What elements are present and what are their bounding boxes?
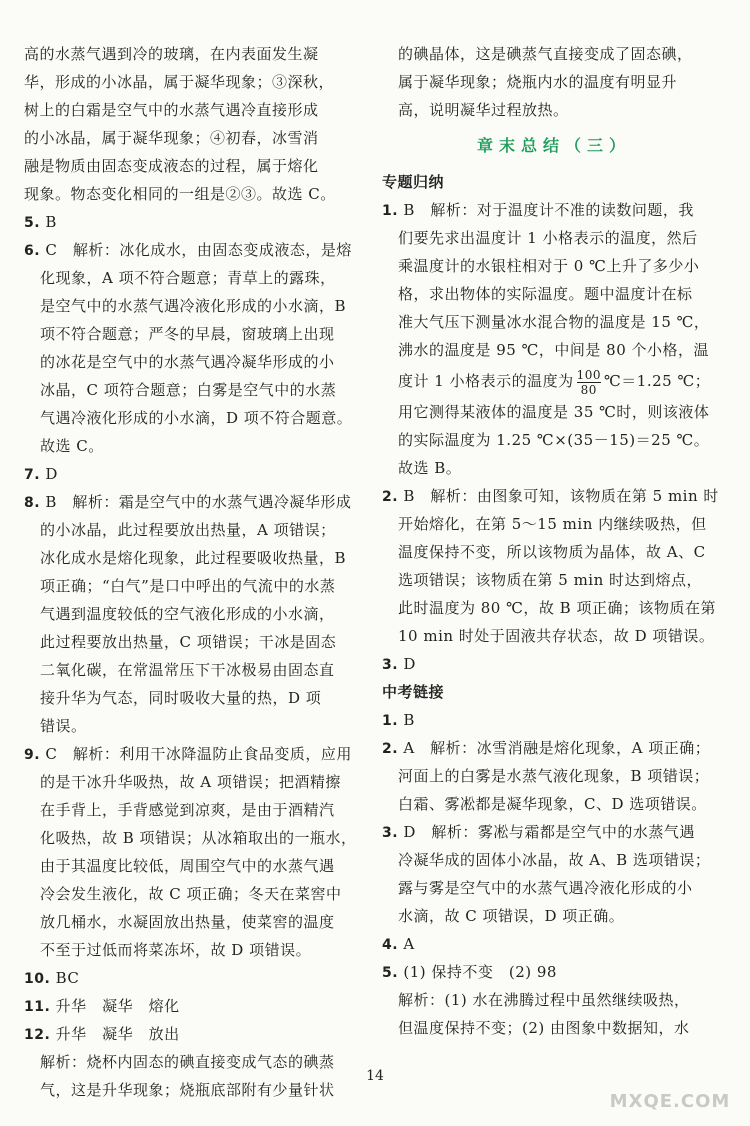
text-line: 气遇冷液化形成的小水滴，D 项不符合题意。 — [40, 409, 353, 427]
text-line: 们要先求出温度计 1 小格表示的温度，然后 — [398, 229, 698, 247]
answer-text: 升华 凝华 放出 — [55, 1025, 180, 1043]
answer-6 — [24, 236, 366, 264]
exam-answer-3 — [382, 818, 726, 846]
section-heading: 专题归纳 — [382, 173, 445, 191]
text-line: 此过程要放出热量，C 项错误；干冰是固态 — [40, 633, 337, 651]
answer-text: 升华 凝华 熔化 — [55, 997, 180, 1015]
question-number: 4. — [382, 937, 399, 953]
chapter-title: 章末总结（三） — [476, 136, 631, 155]
fraction-suffix: ℃＝1.25 ℃； — [604, 372, 711, 390]
fraction — [577, 368, 601, 397]
text-line: 水滴，故 C 项错误，D 项正确。 — [398, 907, 625, 925]
answer-text: B — [403, 711, 415, 729]
answer-9 — [24, 740, 366, 768]
text-line: 此时温度为 80 ℃，故 B 项正确；该物质在第 — [398, 599, 716, 617]
text-line: 解析：烧杯内固态的碘直接变成气态的碘蒸 — [40, 1053, 335, 1071]
text-line: 的小冰晶，此过程要放出热量，A 项错误； — [40, 521, 336, 539]
text-line: 高的水蒸气遇到冷的玻璃，在内表面发生凝 — [24, 45, 319, 63]
text-line: 乘温度计的水银柱相对于 0 ℃上升了多少小 — [398, 257, 700, 275]
text-line: 温度保持不变，所以该物质为晶体，故 A、C — [398, 543, 706, 561]
summary-answer-2 — [382, 482, 726, 510]
question-number: 12. — [24, 1027, 51, 1043]
answer-text: B 解析：由图象可知，该物质在第 5 min 时 — [403, 487, 719, 505]
text-line: 河面上的白雾是水蒸气液化现象，B 项错误； — [398, 767, 710, 785]
question-number: 6. — [24, 243, 41, 259]
text-line: 融是物质由固态变成液态的过程，属于熔化 — [24, 157, 319, 175]
text-line: 接升华为气态，同时吸收大量的热，D 项 — [40, 689, 322, 707]
answer-text: C 解析：利用干冰降温防止食品变质，应用 — [45, 745, 352, 763]
answer-7 — [24, 460, 366, 488]
exam-answer-4 — [382, 930, 726, 958]
question-number: 3. — [382, 825, 399, 841]
text-line: 冷会发生液化，故 C 项正确；冬天在菜窖中 — [40, 885, 342, 903]
exam-answer-1 — [382, 706, 726, 734]
question-number: 5. — [382, 965, 399, 981]
text-line: 10 min 时处于固液共存状态，故 D 项错误。 — [398, 627, 715, 645]
answer-text: D 解析：雾凇与霜都是空气中的水蒸气遇 — [403, 823, 695, 841]
answer-text: A 解析：冰雪消融是熔化现象，A 项正确； — [403, 739, 711, 757]
text-line: 二氧化碳，在常温常压下干冰极易由固态直 — [40, 661, 335, 679]
question-number: 9. — [24, 747, 41, 763]
text-line: 准大气压下测量冰水混合物的温度是 15 ℃， — [398, 313, 710, 331]
text-line: 不至于过低而将菜冻坏，故 D 项错误。 — [40, 941, 312, 959]
right-column — [382, 40, 726, 1042]
answer-text: BC — [55, 969, 80, 987]
answer-text: D — [403, 655, 416, 673]
text-line: 冷凝华成的固体小冰晶，故 A、B 选项错误； — [398, 851, 711, 869]
text-line: 冰晶，C 项符合题意；白雾是空气中的水蒸 — [40, 381, 337, 399]
answer-text: (1) 保持不变 (2) 98 — [403, 963, 557, 981]
question-number: 1. — [382, 713, 399, 729]
text-line: 气，这是升华现象；烧瓶底部附有少量针状 — [40, 1081, 335, 1099]
text-line: 的碘晶体，这是碘蒸气直接变成了固态碘， — [398, 45, 693, 63]
summary-answer-3 — [382, 650, 726, 678]
text-line: 的冰花是空气中的水蒸气遇冷凝华形成的小 — [40, 353, 335, 371]
question-number: 11. — [24, 999, 51, 1015]
text-line: 树上的白霜是空气中的水蒸气遇冷直接形成 — [24, 101, 319, 119]
answer-text: C 解析：冰化成水，由固态变成液态，是熔 — [45, 241, 352, 259]
text-line: 化吸热，故 B 项错误；从冰箱取出的一瓶水， — [40, 829, 357, 847]
text-line: 冰化成水是熔化现象，此过程要吸收热量，B — [40, 549, 347, 567]
text-line: 放几桶水，水凝固放出热量，使菜窖的温度 — [40, 913, 335, 931]
answer-11 — [24, 992, 366, 1020]
text-line: 错误。 — [40, 717, 87, 735]
text-line: 化现象，A 项不符合题意；青草上的露珠， — [40, 269, 336, 287]
exam-answer-2 — [382, 734, 726, 762]
text-line: 华，形成的小冰晶，属于凝华现象；③深秋， — [24, 73, 335, 91]
question-number: 2. — [382, 489, 399, 505]
question-number: 2. — [382, 741, 399, 757]
answer-12 — [24, 1020, 366, 1048]
text-line: 的是干冰升华吸热，故 A 项错误；把酒精擦 — [40, 773, 341, 791]
left-column — [24, 40, 366, 1104]
text-line: 由于其温度比较低，周围空气中的水蒸气遇 — [40, 857, 335, 875]
answer-text: B — [45, 213, 57, 231]
question-number: 8. — [24, 495, 41, 511]
text-line: 沸水的温度是 95 ℃，中间是 80 个小格，温 — [398, 341, 710, 359]
answer-text: A — [403, 935, 415, 953]
text-line: 但温度保持不变；(2) 由图象中数据知，水 — [398, 1019, 690, 1037]
answer-text: B 解析：霜是空气中的水蒸气遇冷凝华形成 — [45, 493, 352, 511]
fraction-line — [382, 364, 726, 398]
text-line: 故选 B。 — [398, 459, 462, 477]
question-number: 1. — [382, 203, 399, 219]
exam-answer-5 — [382, 958, 726, 986]
text-line: 解析：(1) 水在沸腾过程中虽然继续吸热， — [398, 991, 690, 1009]
text-line: 是空气中的水蒸气遇冷液化形成的小水滴，B — [40, 297, 347, 315]
text-line: 的小冰晶，属于凝华现象；④初春，冰雪消 — [24, 129, 319, 147]
text-line: 白霜、雾凇都是凝华现象，C、D 选项错误。 — [398, 795, 707, 813]
text-line: 高，说明凝华过程放热。 — [398, 101, 569, 119]
header-mark — [330, 2, 420, 16]
answer-5 — [24, 208, 366, 236]
text-line: 露与雾是空气中的水蒸气遇冷液化形成的小 — [398, 879, 693, 897]
text-line: 用它测得某液体的温度是 35 ℃时，则该液体 — [398, 403, 710, 421]
summary-answer-1 — [382, 196, 726, 224]
answer-8 — [24, 488, 366, 516]
text-line: 气遇到温度较低的空气液化形成的小水滴， — [40, 605, 335, 623]
text-line: 故选 C。 — [40, 437, 104, 455]
question-number: 3. — [382, 657, 399, 673]
section-heading: 中考链接 — [382, 683, 445, 701]
fraction-numerator: 100 — [576, 367, 601, 382]
text-line: 格，求出物体的实际温度。题中温度计在标 — [398, 285, 693, 303]
answer-10 — [24, 964, 366, 992]
text-line: 的实际温度为 1.25 ℃×(35－15)＝25 ℃。 — [398, 431, 710, 449]
page-number: 14 — [366, 1068, 384, 1084]
question-number: 5. — [24, 215, 41, 231]
answer-text: D — [45, 465, 58, 483]
fraction-prefix: 度计 1 小格表示的温度为 — [398, 372, 574, 390]
answer-text: B 解析：对于温度计不准的读数问题，我 — [403, 201, 694, 219]
watermark-logo: MXQE.COM — [609, 1091, 731, 1112]
text-line: 现象。物态变化相同的一组是②③。故选 C。 — [24, 185, 336, 203]
fraction-denominator: 80 — [577, 382, 601, 397]
question-number: 7. — [24, 467, 41, 483]
text-line: 项不符合题意；严冬的早晨，窗玻璃上出现 — [40, 325, 335, 343]
text-line: 项正确；“白气”是口中呼出的气流中的水蒸 — [40, 577, 336, 595]
question-number: 10. — [24, 971, 51, 987]
text-line: 选项错误；该物质在第 5 min 时达到熔点， — [398, 571, 703, 589]
text-line: 在手背上，手背感觉到凉爽，是由于酒精汽 — [40, 801, 335, 819]
text-line: 属于凝华现象；烧瓶内水的温度有明显升 — [398, 73, 678, 91]
text-line: 开始熔化，在第 5～15 min 内继续吸热，但 — [398, 515, 707, 533]
